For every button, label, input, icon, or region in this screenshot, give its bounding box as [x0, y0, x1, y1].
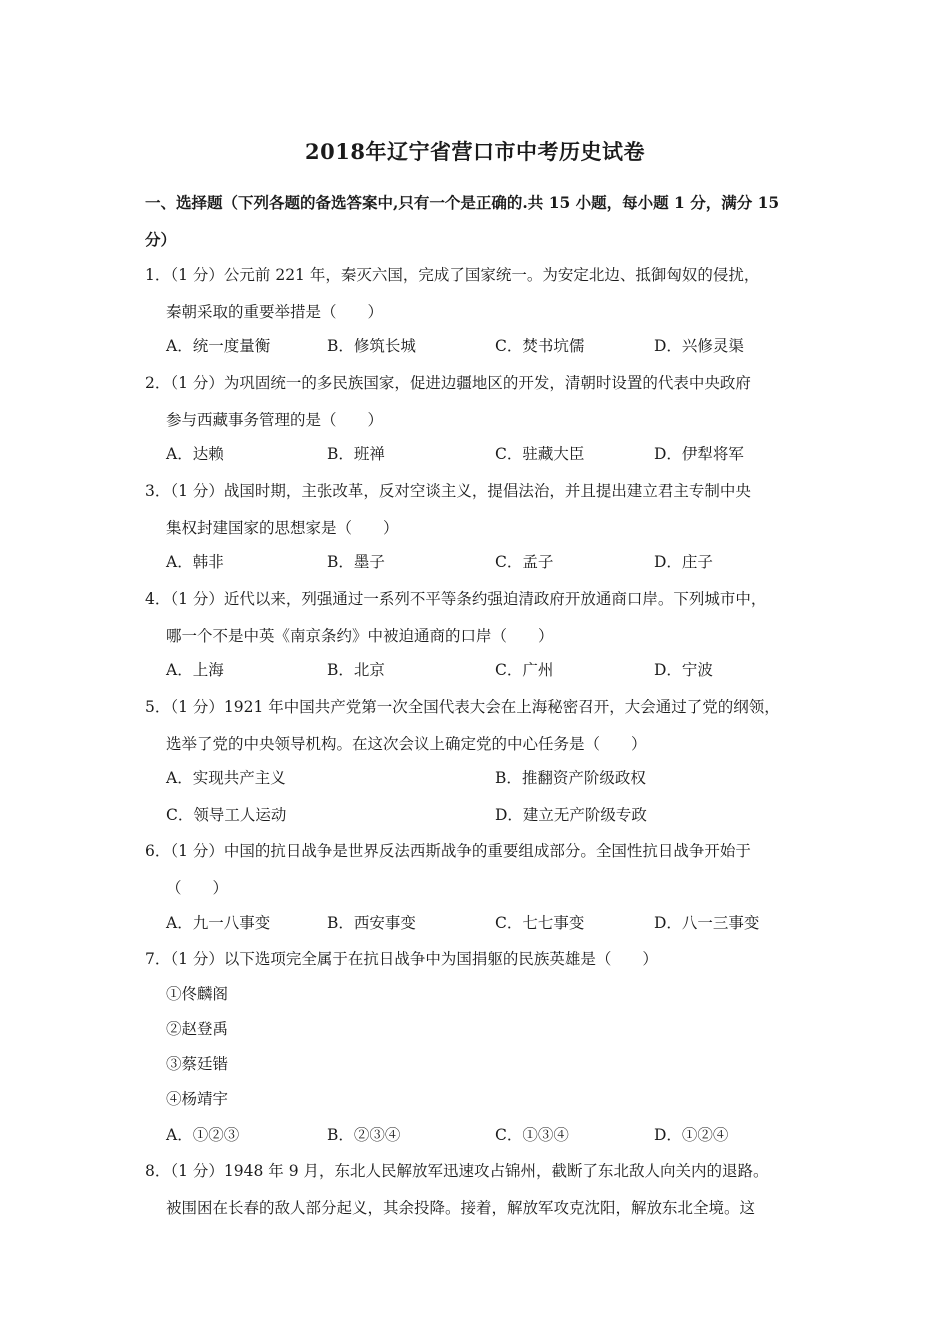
page-title: 2018年辽宁省营口市中考历史试卷: [305, 139, 645, 164]
question-1-option-a[interactable]: A．统一度量衡: [166, 337, 271, 355]
question-4-option-b[interactable]: B．北京: [327, 661, 385, 679]
question-7-stem: 7．（1 分）以下选项完全属于在抗日战争中为国捐躯的民族英雄是（ ）: [145, 950, 658, 968]
question-7-item: ④杨靖宇: [166, 1090, 229, 1108]
question-1-stem: 1．（1 分）公元前 221 年，秦灭六国，完成了国家统一。为安定北边、抵御匈奴的侵扰，: [145, 266, 760, 284]
question-1-stem-cont: 秦朝采取的重要举措是（ ）: [166, 303, 384, 321]
question-5-option-c[interactable]: C．领导工人运动: [166, 806, 287, 824]
question-5-stem: 5．（1 分）1921 年中国共产党第一次全国代表大会在上海秘密召开，大会通过了党的纲领，: [145, 698, 780, 716]
question-1-option-c[interactable]: C．焚书坑儒: [495, 337, 585, 355]
question-4-option-d[interactable]: D．宁波: [654, 661, 713, 679]
question-6-stem-cont: （ ）: [166, 879, 229, 897]
question-8-stem-cont: 被围困在长春的敌人部分起义，其余投降。接着，解放军攻克沈阳，解放东北全境。这: [166, 1199, 756, 1217]
question-5-option-d[interactable]: D．建立无产阶级专政: [495, 806, 647, 824]
question-4-option-a[interactable]: A．上海: [166, 661, 224, 679]
question-2-option-b[interactable]: B．班禅: [327, 445, 385, 463]
question-7-option-c[interactable]: C．①③④: [495, 1126, 569, 1144]
question-3-option-a[interactable]: A．韩非: [166, 553, 224, 571]
question-7-option-d[interactable]: D．①②④: [654, 1126, 729, 1144]
question-6-stem: 6．（1 分）中国的抗日战争是世界反法西斯战争的重要组成部分。全国性抗日战争开始于: [145, 842, 751, 860]
question-5-option-a[interactable]: A．实现共产主义: [166, 769, 286, 787]
question-5-option-b[interactable]: B．推翻资产阶级政权: [495, 769, 646, 787]
question-7-option-a[interactable]: A．①②③: [166, 1126, 240, 1144]
question-3-stem-cont: 集权封建国家的思想家是（ ）: [166, 519, 399, 537]
question-4-stem-cont: 哪一个不是中英《南京条约》中被迫通商的口岸（ ）: [166, 627, 554, 645]
question-2-option-c[interactable]: C．驻藏大臣: [495, 445, 585, 463]
question-2-option-d[interactable]: D．伊犁将军: [654, 445, 744, 463]
question-4-stem: 4．（1 分）近代以来，列强通过一系列不平等条约强迫清政府开放通商口岸。下列城市中，: [145, 590, 767, 608]
question-5-stem-cont: 选举了党的中央领导机构。在这次会议上确定党的中心任务是（ ）: [166, 735, 647, 753]
question-3-stem: 3．（1 分）战国时期，主张改革，反对空谈主义，提倡法治，并且提出建立君主专制中央: [145, 482, 751, 500]
section-heading-cont: 分）: [145, 230, 177, 249]
section-heading: 一、选择题（下列各题的备选答案中,只有一个是正确的.共 15 小题，每小题 1 分，满分 15: [145, 193, 780, 212]
question-7-item: ①佟麟阁: [166, 985, 229, 1003]
question-6-option-c[interactable]: C．七七事变: [495, 914, 585, 932]
question-7-option-b[interactable]: B．②③④: [327, 1126, 401, 1144]
question-3-option-d[interactable]: D．庄子: [654, 553, 713, 571]
question-6-option-a[interactable]: A．九一八事变: [166, 914, 271, 932]
question-3-option-b[interactable]: B．墨子: [327, 553, 385, 571]
question-2-stem-cont: 参与西藏事务管理的是（ ）: [166, 411, 384, 429]
question-2-stem: 2．（1 分）为巩固统一的多民族国家，促进边疆地区的开发，清朝时设置的代表中央政府: [145, 374, 751, 392]
question-6-option-d[interactable]: D．八一三事变: [654, 914, 760, 932]
question-1-option-b[interactable]: B．修筑长城: [327, 337, 416, 355]
question-1-option-d[interactable]: D．兴修灵渠: [654, 337, 744, 355]
question-8-stem: 8．（1 分）1948 年 9 月，东北人民解放军迅速攻占锦州，截断了东北敌人向关内的退路。: [145, 1162, 769, 1180]
question-3-option-c[interactable]: C．孟子: [495, 553, 554, 571]
question-7-item: ②赵登禹: [166, 1020, 229, 1038]
question-7-item: ③蔡廷锴: [166, 1055, 229, 1073]
question-2-option-a[interactable]: A．达赖: [166, 445, 224, 463]
question-6-option-b[interactable]: B．西安事变: [327, 914, 416, 932]
question-4-option-c[interactable]: C．广州: [495, 661, 554, 679]
